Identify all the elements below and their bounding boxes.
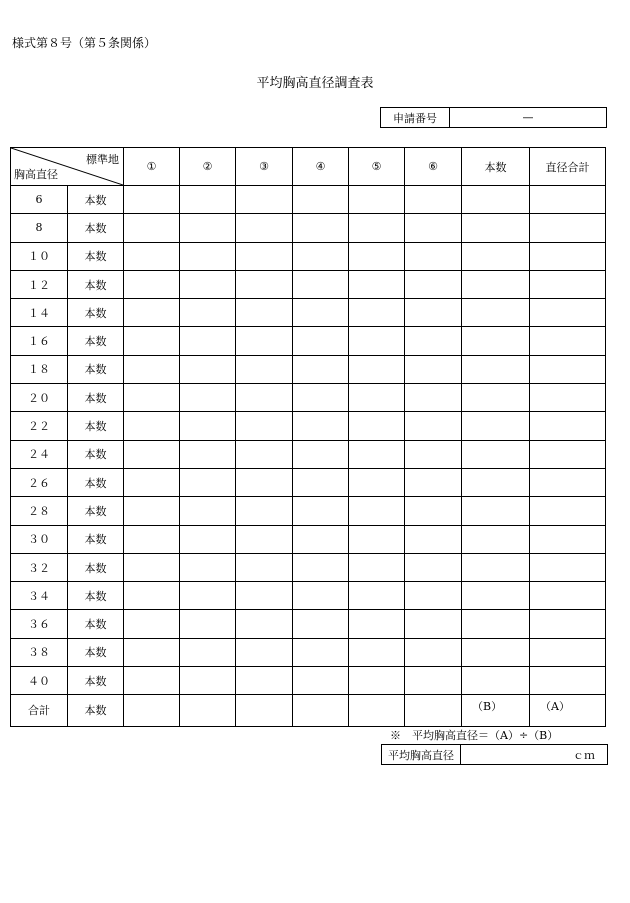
plot-count-cell[interactable] [180, 214, 236, 242]
diameter-class-cell: 8 [11, 214, 68, 242]
plot-count-cell[interactable] [236, 270, 293, 298]
plot-count-cell[interactable] [349, 638, 405, 666]
count-unit-cell: 本数 [68, 525, 124, 553]
row-diameter-total-cell[interactable] [530, 355, 606, 383]
plot-count-cell[interactable] [293, 525, 349, 553]
diameter-class-cell: １０ [11, 242, 68, 270]
plot-count-cell[interactable] [236, 412, 293, 440]
plot-header-label: 標準地 [86, 153, 119, 166]
plot-count-cell[interactable] [236, 553, 293, 581]
plot-count-cell[interactable] [236, 242, 293, 270]
plot-count-cell[interactable] [405, 412, 462, 440]
count-unit-cell: 本数 [68, 242, 124, 270]
row-count-total-cell[interactable] [462, 186, 530, 214]
plot-count-cell[interactable] [293, 667, 349, 695]
count-unit-cell: 本数 [68, 355, 124, 383]
row-diameter-total-cell[interactable] [530, 299, 606, 327]
plot-count-cell[interactable] [236, 525, 293, 553]
count-unit-cell: 本数 [68, 468, 124, 496]
plot-total-cell[interactable] [236, 695, 293, 726]
diameter-class-cell: ２８ [11, 497, 68, 525]
table-row [11, 270, 606, 298]
row-diameter-total-cell[interactable] [530, 497, 606, 525]
average-diameter-value[interactable]: ｃｍ [461, 745, 608, 765]
plot-count-cell[interactable] [293, 582, 349, 610]
row-count-total-cell[interactable] [462, 638, 530, 666]
plot-count-cell[interactable] [180, 497, 236, 525]
count-unit-cell: 本数 [68, 214, 124, 242]
table-row [11, 214, 606, 242]
plot-count-cell[interactable] [349, 610, 405, 638]
plot-count-cell[interactable] [293, 638, 349, 666]
count-unit-cell: 本数 [68, 610, 124, 638]
total-count-cell-b[interactable]: （B） [462, 695, 530, 726]
row-diameter-total-cell[interactable] [530, 327, 606, 355]
plot-count-cell[interactable] [180, 610, 236, 638]
plot-count-cell[interactable] [349, 299, 405, 327]
plot-count-cell[interactable] [349, 497, 405, 525]
plot-column-header: ④ [293, 148, 349, 186]
diameter-total-column-header: 直径合計 [530, 148, 606, 186]
plot-count-cell[interactable] [180, 440, 236, 468]
plot-count-cell[interactable] [124, 468, 180, 496]
plot-column-header: ① [124, 148, 180, 186]
plot-count-cell[interactable] [124, 497, 180, 525]
plot-count-cell[interactable] [293, 186, 349, 214]
plot-count-cell[interactable] [124, 412, 180, 440]
plot-count-cell[interactable] [180, 186, 236, 214]
plot-count-cell[interactable] [349, 186, 405, 214]
plot-count-cell[interactable] [124, 186, 180, 214]
row-count-total-cell[interactable] [462, 355, 530, 383]
average-diameter-box [381, 744, 608, 765]
plot-count-cell[interactable] [405, 553, 462, 581]
plot-count-cell[interactable] [180, 270, 236, 298]
row-count-total-cell[interactable] [462, 553, 530, 581]
diameter-class-cell: ２０ [11, 384, 68, 412]
plot-count-cell[interactable] [405, 355, 462, 383]
plot-count-cell[interactable] [180, 299, 236, 327]
total-unit-cell: 本数 [68, 695, 124, 726]
plot-column-header: ⑥ [405, 148, 462, 186]
plot-count-cell[interactable] [180, 355, 236, 383]
row-diameter-total-cell[interactable] [530, 242, 606, 270]
plot-total-cell[interactable] [405, 695, 462, 726]
count-unit-cell: 本数 [68, 440, 124, 468]
row-count-total-cell[interactable] [462, 667, 530, 695]
row-count-total-cell[interactable] [462, 327, 530, 355]
header-row [11, 148, 606, 186]
plot-column-header: ③ [236, 148, 293, 186]
row-count-total-cell[interactable] [462, 610, 530, 638]
plot-count-cell[interactable] [180, 242, 236, 270]
plot-count-cell[interactable] [293, 553, 349, 581]
plot-count-cell[interactable] [180, 468, 236, 496]
row-diameter-total-cell[interactable] [530, 384, 606, 412]
table-row [11, 525, 606, 553]
plot-count-cell[interactable] [124, 638, 180, 666]
table-row [11, 610, 606, 638]
count-unit-cell: 本数 [68, 412, 124, 440]
plot-count-cell[interactable] [180, 327, 236, 355]
plot-count-cell[interactable] [405, 186, 462, 214]
count-unit-cell: 本数 [68, 327, 124, 355]
count-unit-cell: 本数 [68, 186, 124, 214]
plot-count-cell[interactable] [349, 214, 405, 242]
row-diameter-total-cell[interactable] [530, 412, 606, 440]
plot-count-cell[interactable] [180, 638, 236, 666]
plot-count-cell[interactable] [236, 610, 293, 638]
count-unit-cell: 本数 [68, 582, 124, 610]
plot-count-cell[interactable] [236, 355, 293, 383]
total-label-cell: 合計 [11, 695, 68, 726]
plot-count-cell[interactable] [236, 214, 293, 242]
table-row [11, 384, 606, 412]
row-count-total-cell[interactable] [462, 270, 530, 298]
row-diameter-total-cell[interactable] [530, 610, 606, 638]
count-unit-cell: 本数 [68, 299, 124, 327]
table-row [11, 440, 606, 468]
diameter-class-cell: １４ [11, 299, 68, 327]
plot-count-cell[interactable] [124, 610, 180, 638]
application-number-value[interactable]: — [450, 108, 607, 128]
plot-count-cell[interactable] [293, 299, 349, 327]
row-count-total-cell[interactable] [462, 497, 530, 525]
diameter-class-cell: ３４ [11, 582, 68, 610]
plot-count-cell[interactable] [293, 497, 349, 525]
plot-count-cell[interactable] [349, 440, 405, 468]
plot-count-cell[interactable] [405, 525, 462, 553]
count-unit-cell: 本数 [68, 667, 124, 695]
row-diameter-total-cell[interactable] [530, 582, 606, 610]
diameter-class-cell: ２２ [11, 412, 68, 440]
plot-count-cell[interactable] [405, 440, 462, 468]
formula-note: ※ 平均胸高直径＝（A）÷（B） [390, 729, 559, 742]
plot-count-cell[interactable] [124, 270, 180, 298]
table-row [11, 242, 606, 270]
plot-count-cell[interactable] [124, 242, 180, 270]
table-row [11, 186, 606, 214]
plot-count-cell[interactable] [293, 355, 349, 383]
plot-count-cell[interactable] [236, 440, 293, 468]
plot-count-cell[interactable] [349, 553, 405, 581]
plot-count-cell[interactable] [180, 412, 236, 440]
row-diameter-total-cell[interactable] [530, 667, 606, 695]
count-column-header: 本数 [462, 148, 530, 186]
plot-count-cell[interactable] [293, 270, 349, 298]
plot-count-cell[interactable] [236, 582, 293, 610]
plot-count-cell[interactable] [124, 525, 180, 553]
application-number-box [380, 107, 607, 128]
row-diameter-total-cell[interactable] [530, 553, 606, 581]
plot-count-cell[interactable] [349, 582, 405, 610]
plot-count-cell[interactable] [293, 412, 349, 440]
count-unit-cell: 本数 [68, 638, 124, 666]
plot-total-cell[interactable] [180, 695, 236, 726]
row-diameter-total-cell[interactable] [530, 214, 606, 242]
application-number-label: 申請番号 [381, 108, 450, 128]
diameter-class-cell: ３８ [11, 638, 68, 666]
plot-count-cell[interactable] [349, 384, 405, 412]
diameter-class-cell: ３２ [11, 553, 68, 581]
diameter-class-cell: 6 [11, 186, 68, 214]
diameter-class-cell: ２６ [11, 468, 68, 496]
plot-count-cell[interactable] [293, 384, 349, 412]
row-count-total-cell[interactable] [462, 412, 530, 440]
plot-count-cell[interactable] [124, 299, 180, 327]
plot-count-cell[interactable] [349, 667, 405, 695]
table-row [11, 667, 606, 695]
count-unit-cell: 本数 [68, 497, 124, 525]
count-unit-cell: 本数 [68, 270, 124, 298]
table-row [11, 638, 606, 666]
plot-count-cell[interactable] [236, 468, 293, 496]
plot-count-cell[interactable] [293, 610, 349, 638]
plot-count-cell[interactable] [349, 525, 405, 553]
table-row [11, 468, 606, 496]
plot-count-cell[interactable] [405, 638, 462, 666]
plot-count-cell[interactable] [124, 214, 180, 242]
row-diameter-total-cell[interactable] [530, 270, 606, 298]
plot-count-cell[interactable] [349, 327, 405, 355]
plot-count-cell[interactable] [236, 384, 293, 412]
plot-count-cell[interactable] [349, 355, 405, 383]
diameter-survey-table [10, 147, 606, 727]
plot-total-cell[interactable] [124, 695, 180, 726]
plot-count-cell[interactable] [180, 525, 236, 553]
table-row [11, 327, 606, 355]
plot-count-cell[interactable] [349, 270, 405, 298]
plot-count-cell[interactable] [405, 214, 462, 242]
document-title: 平均胸高直径調査表 [256, 76, 374, 91]
table-row [11, 355, 606, 383]
row-diameter-total-cell[interactable] [530, 440, 606, 468]
plot-count-cell[interactable] [405, 270, 462, 298]
row-diameter-total-cell[interactable] [530, 525, 606, 553]
table-row [11, 553, 606, 581]
plot-count-cell[interactable] [124, 553, 180, 581]
diameter-header-label: 胸高直径 [14, 168, 58, 181]
plot-count-cell[interactable] [124, 384, 180, 412]
plot-count-cell[interactable] [405, 242, 462, 270]
row-count-total-cell[interactable] [462, 384, 530, 412]
plot-count-cell[interactable] [293, 327, 349, 355]
diameter-class-cell: １８ [11, 355, 68, 383]
table-row [11, 412, 606, 440]
plot-count-cell[interactable] [236, 497, 293, 525]
row-diameter-total-cell[interactable] [530, 468, 606, 496]
plot-count-cell[interactable] [349, 242, 405, 270]
plot-count-cell[interactable] [405, 327, 462, 355]
row-count-total-cell[interactable] [462, 440, 530, 468]
plot-count-cell[interactable] [236, 186, 293, 214]
plot-count-cell[interactable] [124, 327, 180, 355]
row-count-total-cell[interactable] [462, 214, 530, 242]
plot-column-header: ② [180, 148, 236, 186]
plot-count-cell[interactable] [236, 638, 293, 666]
total-row [11, 695, 606, 726]
plot-count-cell[interactable] [405, 299, 462, 327]
diameter-class-cell: ３０ [11, 525, 68, 553]
plot-count-cell[interactable] [236, 299, 293, 327]
plot-count-cell[interactable] [293, 468, 349, 496]
diameter-class-cell: １２ [11, 270, 68, 298]
plot-count-cell[interactable] [180, 667, 236, 695]
table-row [11, 299, 606, 327]
plot-count-cell[interactable] [349, 412, 405, 440]
table-row [11, 497, 606, 525]
plot-count-cell[interactable] [180, 384, 236, 412]
plot-count-cell[interactable] [124, 355, 180, 383]
plot-total-cell[interactable] [293, 695, 349, 726]
row-count-total-cell[interactable] [462, 525, 530, 553]
plot-count-cell[interactable] [405, 497, 462, 525]
row-count-total-cell[interactable] [462, 299, 530, 327]
row-diameter-total-cell[interactable] [530, 638, 606, 666]
plot-count-cell[interactable] [236, 667, 293, 695]
plot-column-header: ⑤ [349, 148, 405, 186]
count-unit-cell: 本数 [68, 384, 124, 412]
diameter-class-cell: ３６ [11, 610, 68, 638]
row-diameter-total-cell[interactable] [530, 186, 606, 214]
plot-count-cell[interactable] [405, 468, 462, 496]
average-diameter-label: 平均胸高直径 [382, 745, 461, 765]
corner-header-cell [11, 148, 124, 186]
row-count-total-cell[interactable] [462, 242, 530, 270]
plot-total-cell[interactable] [349, 695, 405, 726]
plot-count-cell[interactable] [405, 667, 462, 695]
total-diameter-cell-a[interactable]: （A） [530, 695, 606, 726]
plot-count-cell[interactable] [124, 582, 180, 610]
plot-count-cell[interactable] [124, 667, 180, 695]
plot-count-cell[interactable] [293, 242, 349, 270]
diameter-class-cell: ２４ [11, 440, 68, 468]
plot-count-cell[interactable] [405, 384, 462, 412]
plot-count-cell[interactable] [293, 440, 349, 468]
count-unit-cell: 本数 [68, 553, 124, 581]
form-number-label: 様式第８号（第５条関係） [12, 36, 157, 50]
plot-count-cell[interactable] [180, 553, 236, 581]
diameter-class-cell: １６ [11, 327, 68, 355]
plot-count-cell[interactable] [236, 327, 293, 355]
plot-count-cell[interactable] [180, 582, 236, 610]
plot-count-cell[interactable] [293, 214, 349, 242]
diameter-class-cell: ４０ [11, 667, 68, 695]
row-count-total-cell[interactable] [462, 582, 530, 610]
plot-count-cell[interactable] [405, 610, 462, 638]
plot-count-cell[interactable] [124, 440, 180, 468]
plot-count-cell[interactable] [405, 582, 462, 610]
plot-count-cell[interactable] [349, 468, 405, 496]
row-count-total-cell[interactable] [462, 468, 530, 496]
table-row [11, 582, 606, 610]
